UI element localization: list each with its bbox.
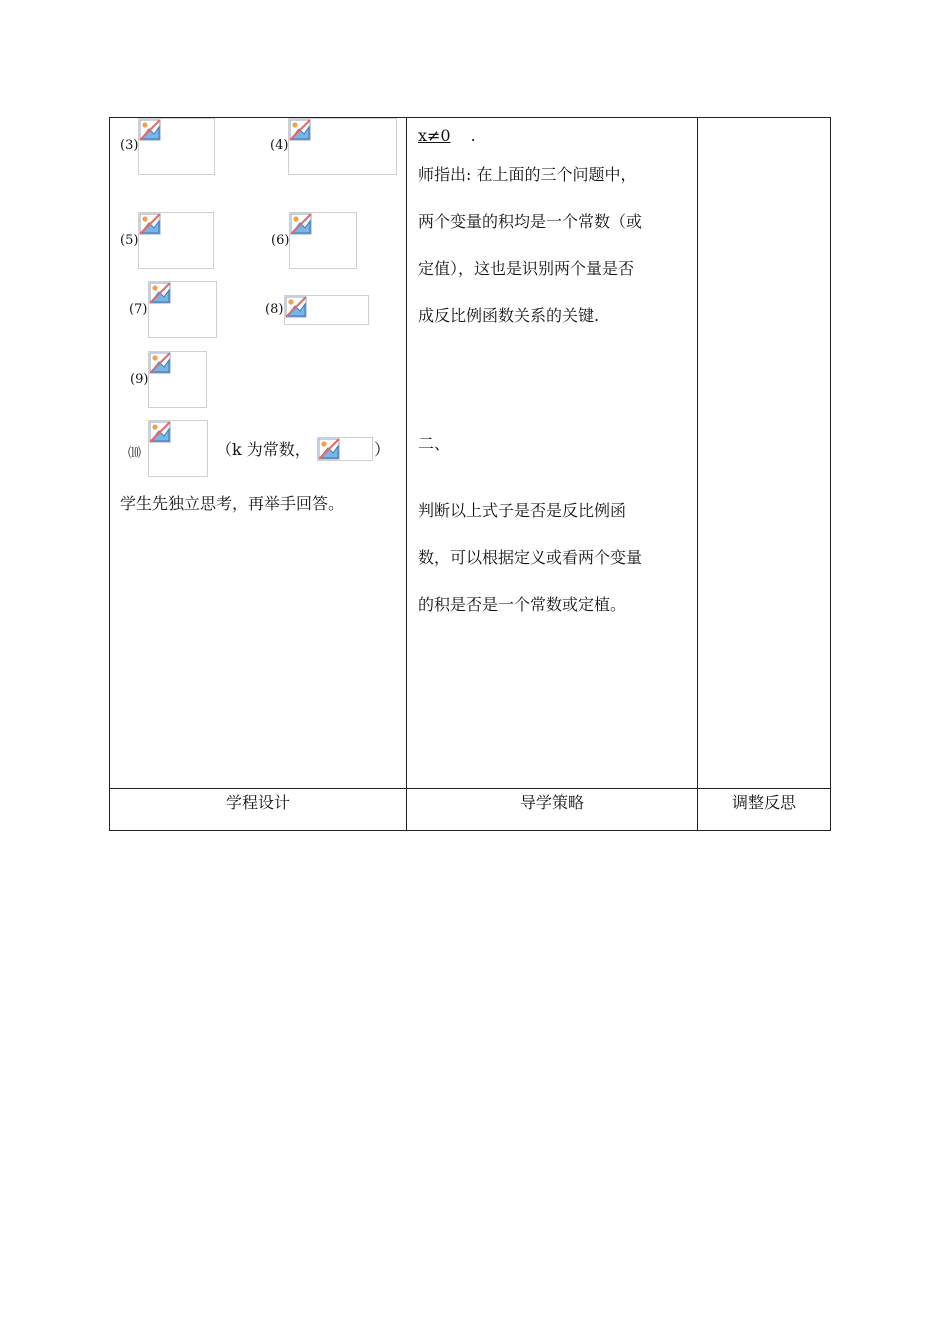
student-instruction: 学生先独立思考，再举手回答。	[120, 494, 345, 513]
footer-course-design: 学程设计	[225, 793, 290, 812]
item-label-5: (5)	[120, 233, 139, 248]
formula-image-9	[148, 351, 207, 408]
section-two-heading: 二、	[418, 434, 451, 453]
broken-image-icon	[139, 213, 161, 235]
formula-image-7	[148, 281, 217, 338]
broken-image-icon	[318, 438, 340, 460]
broken-image-icon	[149, 421, 171, 443]
condition-text: x≠0	[418, 126, 451, 145]
teacher-note-line-2: 两个变量的积均是一个常数（或	[418, 212, 643, 231]
broken-image-icon	[139, 119, 161, 141]
teacher-note-line-1: 师指出: 在上面的三个问题中，	[418, 165, 637, 184]
broken-image-icon	[149, 352, 171, 374]
formula-image-k	[317, 437, 373, 461]
formula-image-10	[148, 420, 208, 477]
item-label-4: (4)	[270, 138, 289, 153]
footer-reflection: 调整反思	[731, 793, 796, 812]
constant-note-open: （k 为常数，	[216, 440, 311, 459]
item-label-3: (3)	[120, 138, 139, 153]
teacher-note-line-4: 成反比例函数关系的关键.	[418, 306, 600, 325]
column-divider	[406, 118, 407, 830]
item-label-7: (7)	[129, 302, 148, 317]
formula-image-5	[138, 212, 214, 269]
item-label-9: (9)	[130, 372, 149, 387]
constant-note-close: ）	[374, 440, 391, 459]
broken-image-icon	[149, 282, 171, 304]
broken-image-icon	[285, 296, 307, 318]
formula-image-4	[288, 118, 397, 175]
item-label-10: ⑽	[128, 446, 142, 461]
item-label-8: (8)	[265, 302, 284, 317]
teacher-note-line-3: 定值），这也是识别两个量是否	[418, 259, 635, 278]
formula-image-8	[284, 295, 369, 325]
judge-line-2: 数，可以根据定义或看两个变量	[418, 548, 643, 567]
item-label-6: (6)	[271, 233, 290, 248]
footer-guidance-strategy: 导学策略	[519, 793, 584, 812]
broken-image-icon	[290, 213, 312, 235]
lesson-table	[109, 117, 831, 831]
condition-period: .	[470, 126, 476, 145]
broken-image-icon	[289, 119, 311, 141]
judge-line-1: 判断以上式子是否是反比例函	[418, 501, 627, 520]
formula-image-6	[289, 212, 357, 269]
column-divider	[697, 118, 698, 830]
formula-image-3	[138, 118, 215, 175]
judge-line-3: 的积是否是一个常数或定植。	[418, 595, 627, 614]
